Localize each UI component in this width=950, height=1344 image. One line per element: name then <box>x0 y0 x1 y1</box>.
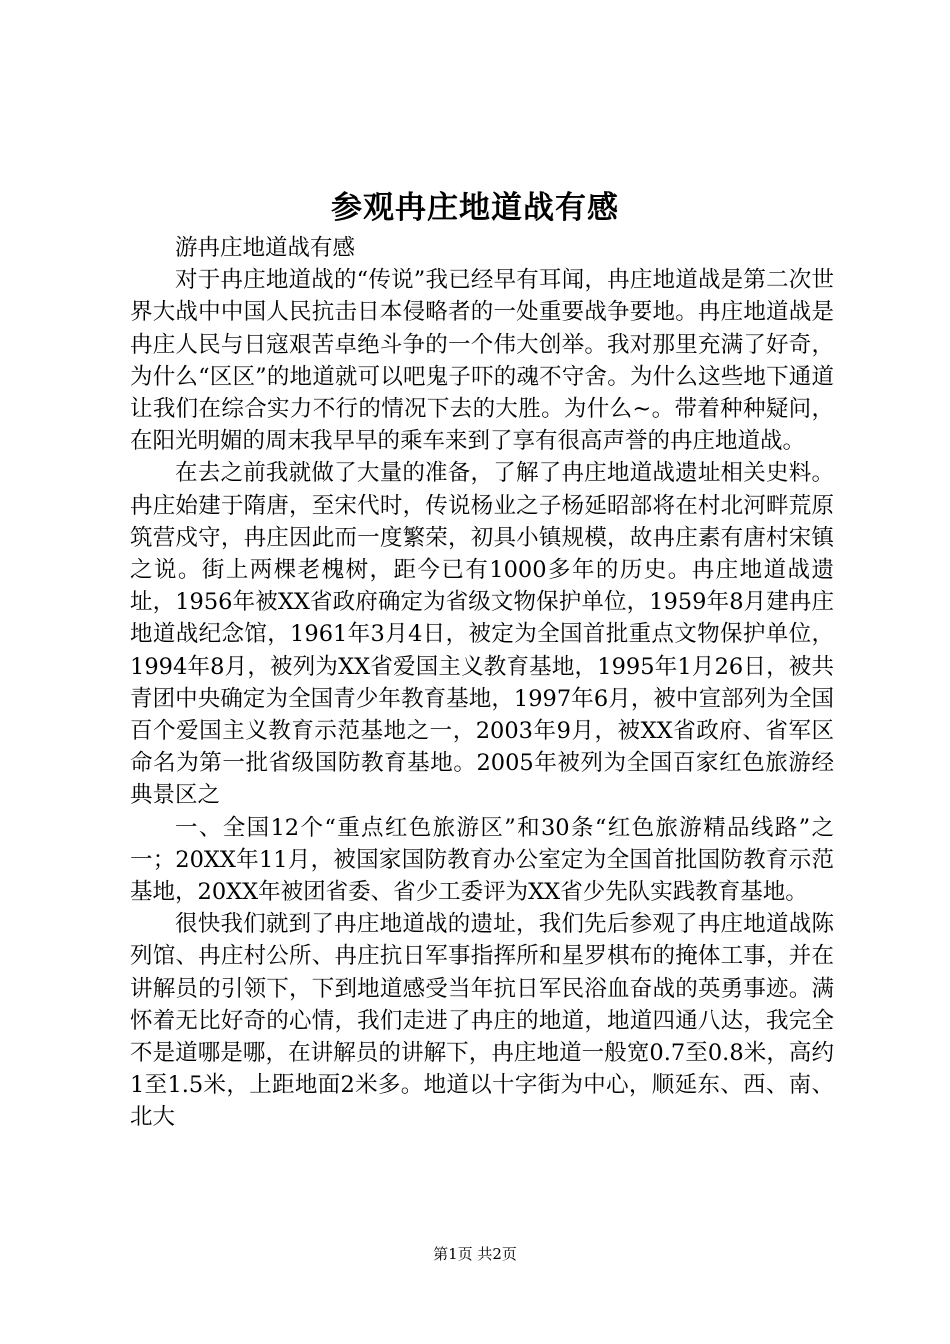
paragraph: 很快我们就到了冉庄地道战的遗址，我们先后参观了冉庄地道战陈列馆、冉庄村公所、冉庄抗日军事指挥所和星罗棋布的掩体工事，并在讲解员的引领下，下到地道感受当年抗日军民浴血奋战的英勇事迹。满怀着无比好奇的心情，我们走进了冉庄的地道，地道四通八达，我完全不是道哪是哪，在讲解员的讲解下，冉庄地道一般宽0.7至0.8米，高约1至1.5米，上距地面2米多。地道以十字街为中心，顺延东、西、南、北大 <box>130 911 834 1131</box>
paragraph-subtitle: 游冉庄地道战有感 <box>175 235 356 261</box>
paragraph: 一、全国12个“重点红色旅游区”和30条“红色旅游精品线路”之一；20XX年11月，被国家国防教育办公室定为全国首批国防教育示范基地，20XX年被团省委、省少工委评为XX省少先队实践教育基地。 <box>130 814 834 906</box>
document-title: 参观冉庄地道战有感 <box>331 190 619 226</box>
page-footer: 第1页 共2页 <box>433 1245 517 1263</box>
paragraph: 在去之前我就做了大量的准备，了解了冉庄地道战遗址相关史料。冉庄始建于隋唐，至宋代时，传说杨业之子杨延昭部将在村北河畔荒原筑营戍守，冉庄因此而一度繁荣，初具小镇规模，故冉庄素有唐村宋镇之说。街上两棵老槐树，距今已有1000多年的历史。冉庄地道战遗址，1956年被XX省政府确定为省级文物保护单位，1959年8月建冉庄地道战纪念馆，1961年3月4日，被定为全国首批重点文物保护单位，1994年8月，被列为XX省爱国主义教育基地，1995年1月26日，被共青团中央确定为全国青少年教育基地，1997年6月，被中宣部列为全国百个爱国主义教育示范基地之一，2003年9月，被XX省政府、省军区命名为第一批省级国防教育基地。2005年被列为全国百家红色旅游经典景区之 <box>130 460 834 809</box>
paragraph: 对于冉庄地道战的“传说”我已经早有耳闻，冉庄地道战是第二次世界大战中中国人民抗击日本侵略者的一处重要战争要地。冉庄地道战是冉庄人民与日寇艰苦卓绝斗争的一个伟大创举。我对那里充满了好奇，为什么“区区”的地道就可以吧鬼子吓的魂不守舍。为什么这些地下通道让我们在综合实力不行的情况下去的大胜。为什么~。带着种种疑问，在阳光明媚的周末我早早的乘车来到了享有很高声誉的冉庄地道战。 <box>130 267 834 455</box>
document-body <box>130 232 834 1134</box>
